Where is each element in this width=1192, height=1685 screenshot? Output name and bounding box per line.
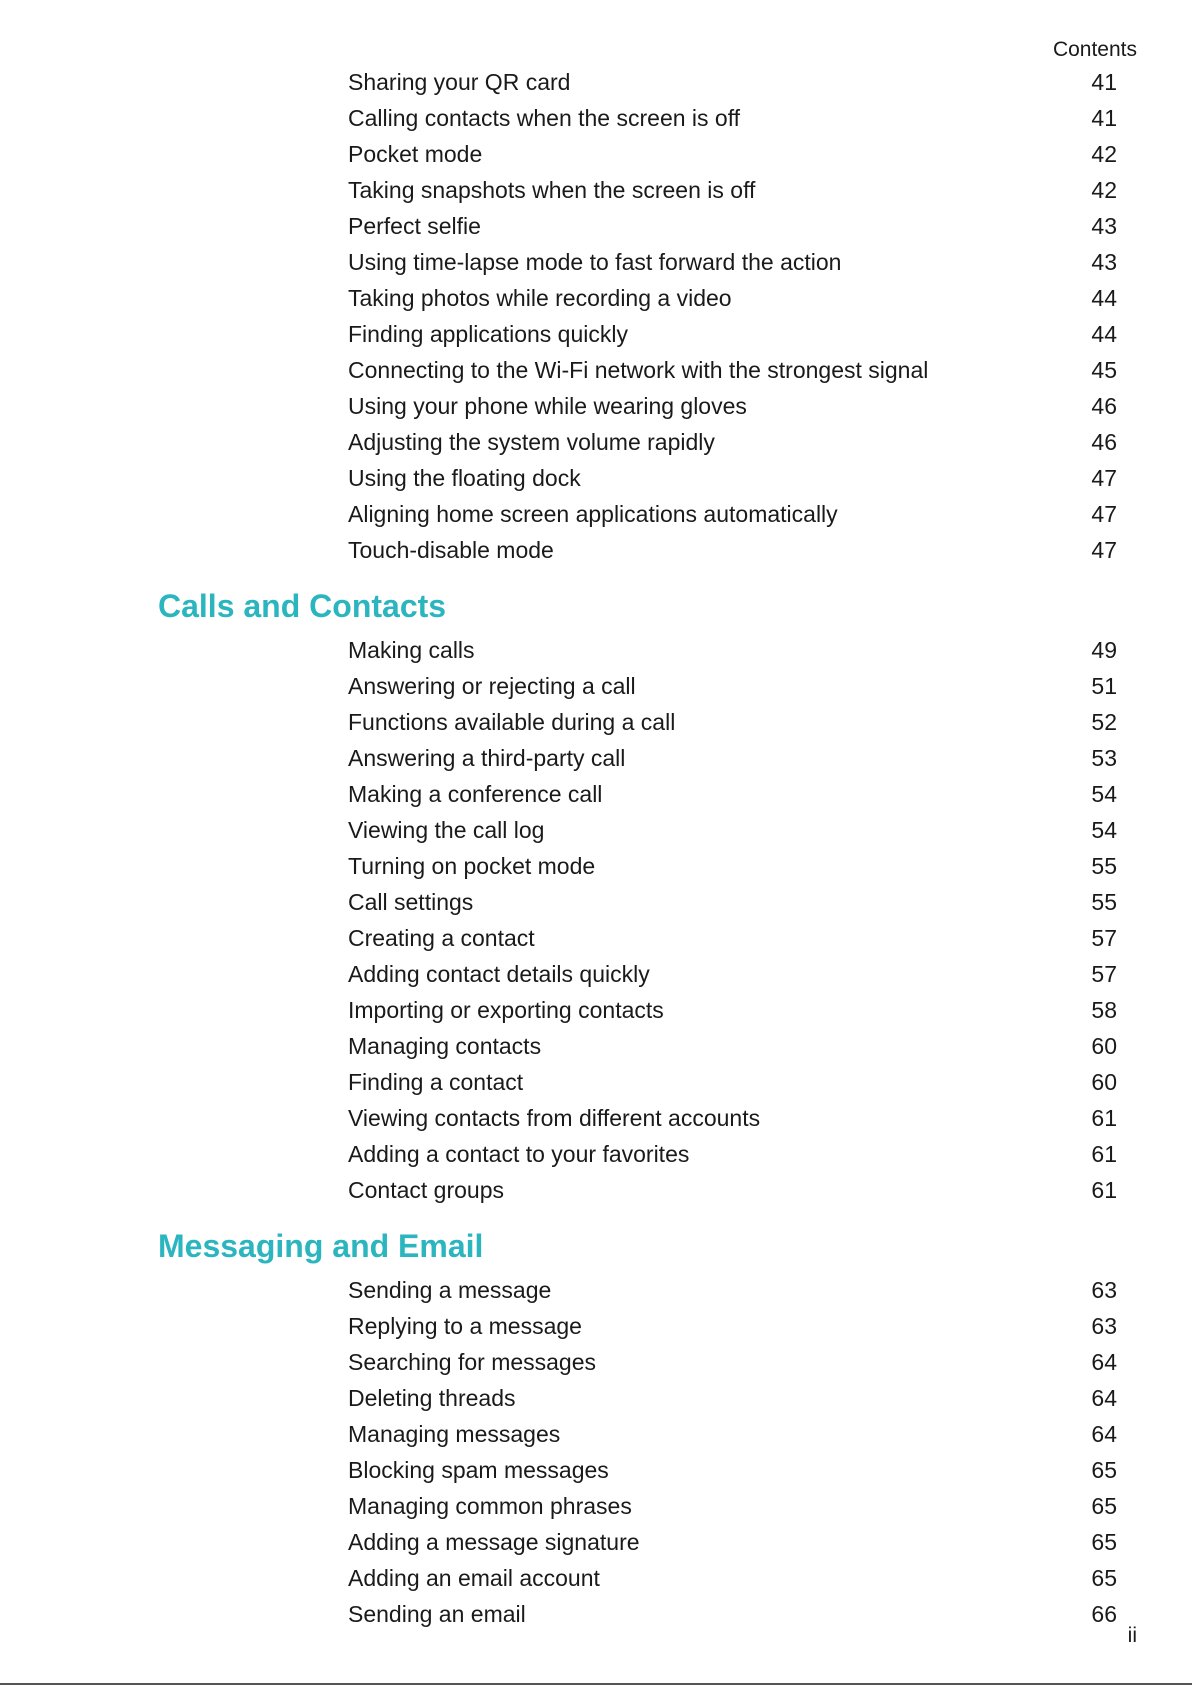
toc-entry-page-number: 47 xyxy=(1091,501,1117,527)
toc-entry[interactable] xyxy=(0,1380,1192,1416)
toc-entry[interactable] xyxy=(0,532,1192,568)
toc-entry-page-number: 51 xyxy=(1091,673,1117,699)
toc-entry[interactable] xyxy=(0,1452,1192,1488)
toc-entry[interactable] xyxy=(0,172,1192,208)
toc-entry[interactable] xyxy=(0,1416,1192,1452)
toc-entry[interactable] xyxy=(0,1028,1192,1064)
toc-entry[interactable] xyxy=(0,280,1192,316)
toc-entry-title: Aligning home screen applications automatically xyxy=(348,501,838,527)
toc-entry-title: Taking snapshots when the screen is off xyxy=(348,177,756,203)
toc-entry-page-number: 64 xyxy=(1091,1349,1117,1375)
toc-entry[interactable] xyxy=(0,1596,1192,1632)
toc-entry-title: Functions available during a call xyxy=(348,709,676,735)
toc-entry[interactable] xyxy=(0,956,1192,992)
toc-entry-page-number: 53 xyxy=(1091,745,1117,771)
toc-entry-page-number: 55 xyxy=(1091,853,1117,879)
toc-entry-page-number: 60 xyxy=(1091,1033,1117,1059)
toc-entry-title: Sending an email xyxy=(348,1601,526,1627)
toc-entry-title: Call settings xyxy=(348,889,474,915)
chapter-heading[interactable]: Messaging and Email xyxy=(158,1228,484,1264)
toc-entry[interactable] xyxy=(0,632,1192,668)
toc-entry-title: Adjusting the system volume rapidly xyxy=(348,429,715,455)
toc-entry[interactable] xyxy=(0,100,1192,136)
toc-entry-page-number: 65 xyxy=(1091,1493,1117,1519)
toc-entry-title: Deleting threads xyxy=(348,1385,516,1411)
toc-entry-page-number: 44 xyxy=(1091,321,1117,347)
toc-entry-page-number: 46 xyxy=(1091,429,1117,455)
toc-entry-title: Managing contacts xyxy=(348,1033,542,1059)
running-header: Contents xyxy=(1052,38,1137,61)
toc-entry[interactable] xyxy=(0,920,1192,956)
toc-entry-title: Turning on pocket mode xyxy=(348,853,596,879)
toc-entry-page-number: 55 xyxy=(1091,889,1117,915)
toc-entry[interactable] xyxy=(0,496,1192,532)
toc-entry[interactable] xyxy=(0,668,1192,704)
toc-entry-page-number: 49 xyxy=(1091,637,1117,663)
toc-entry-page-number: 43 xyxy=(1091,249,1117,275)
toc-entry-title: Using time-lapse mode to fast forward the action xyxy=(348,249,842,275)
toc-entry-page-number: 58 xyxy=(1091,997,1117,1023)
toc-entry[interactable] xyxy=(0,776,1192,812)
toc-entry-page-number: 61 xyxy=(1091,1141,1117,1167)
toc-entry-page-number: 65 xyxy=(1091,1457,1117,1483)
toc-entry[interactable] xyxy=(0,316,1192,352)
toc-entry-page-number: 46 xyxy=(1091,393,1117,419)
toc-entry-page-number: 57 xyxy=(1091,961,1117,987)
toc-entry-title: Managing messages xyxy=(348,1421,561,1447)
toc-entry[interactable] xyxy=(0,388,1192,424)
toc-entry[interactable] xyxy=(0,1100,1192,1136)
toc-entry-page-number: 61 xyxy=(1091,1177,1117,1203)
toc-entry[interactable] xyxy=(0,460,1192,496)
toc-entry-title: Pocket mode xyxy=(348,141,483,167)
toc-entry-title: Connecting to the Wi-Fi network with the strongest signal xyxy=(348,357,929,383)
toc-entry[interactable] xyxy=(0,812,1192,848)
toc-entry[interactable] xyxy=(0,848,1192,884)
toc-entry-title: Managing common phrases xyxy=(348,1493,632,1519)
toc-entry-title: Adding an email account xyxy=(348,1565,600,1591)
toc-entry-page-number: 47 xyxy=(1091,537,1117,563)
toc-entry-page-number: 64 xyxy=(1091,1421,1117,1447)
toc-entry-title: Sending a message xyxy=(348,1277,552,1303)
toc-entry-page-number: 52 xyxy=(1091,709,1117,735)
toc-entry[interactable] xyxy=(0,136,1192,172)
toc-entry[interactable] xyxy=(0,992,1192,1028)
toc-entry-title: Adding contact details quickly xyxy=(348,961,650,987)
toc-entry-title: Creating a contact xyxy=(348,925,535,951)
toc-entry[interactable] xyxy=(0,884,1192,920)
toc-entry[interactable] xyxy=(0,64,1192,100)
toc-entry[interactable] xyxy=(0,1344,1192,1380)
toc-entry-title: Making a conference call xyxy=(348,781,603,807)
toc-entry-page-number: 63 xyxy=(1091,1313,1117,1339)
toc-entry-page-number: 43 xyxy=(1091,213,1117,239)
toc-entry-page-number: 54 xyxy=(1091,781,1117,807)
toc-entry[interactable] xyxy=(0,424,1192,460)
toc-entry-title: Searching for messages xyxy=(348,1349,597,1375)
toc-entry-title: Finding a contact xyxy=(348,1069,524,1095)
toc-entry[interactable] xyxy=(0,704,1192,740)
toc-entry-title: Perfect selfie xyxy=(348,213,481,239)
toc-entry-title: Replying to a message xyxy=(348,1313,582,1339)
toc-entry-title: Viewing the call log xyxy=(348,817,545,843)
toc-entry-title: Blocking spam messages xyxy=(348,1457,609,1483)
toc-entry[interactable] xyxy=(0,740,1192,776)
toc-entry[interactable] xyxy=(0,1488,1192,1524)
toc-entry-title: Taking photos while recording a video xyxy=(348,285,732,311)
toc-entry-title: Contact groups xyxy=(348,1177,504,1203)
toc-entry-page-number: 54 xyxy=(1091,817,1117,843)
page-number: ii xyxy=(1127,1624,1137,1647)
toc-entry[interactable] xyxy=(0,1524,1192,1560)
toc-entry-page-number: 41 xyxy=(1091,105,1117,131)
chapter-heading[interactable]: Calls and Contacts xyxy=(158,588,447,624)
toc-entry-title: Finding applications quickly xyxy=(348,321,628,347)
toc-entry-page-number: 57 xyxy=(1091,925,1117,951)
toc-entry-title: Importing or exporting contacts xyxy=(348,997,664,1023)
toc-entry[interactable] xyxy=(0,1308,1192,1344)
toc-entry-page-number: 63 xyxy=(1091,1277,1117,1303)
toc-entry-title: Calling contacts when the screen is off xyxy=(348,105,741,131)
toc-entry-page-number: 61 xyxy=(1091,1105,1117,1131)
toc-entry-title: Adding a message signature xyxy=(348,1529,640,1555)
toc-entry-title: Sharing your QR card xyxy=(348,69,571,95)
toc-entry-page-number: 65 xyxy=(1091,1529,1117,1555)
toc-entry[interactable] xyxy=(0,1136,1192,1172)
toc-entry-title: Answering a third-party call xyxy=(348,745,626,771)
toc-entry-page-number: 66 xyxy=(1091,1601,1117,1627)
toc-entry[interactable] xyxy=(0,1560,1192,1596)
toc-entry[interactable] xyxy=(0,244,1192,280)
toc-entry-page-number: 64 xyxy=(1091,1385,1117,1411)
toc-entry-page-number: 45 xyxy=(1091,357,1117,383)
toc-entry-page-number: 42 xyxy=(1091,141,1117,167)
toc-entry-title: Making calls xyxy=(348,637,475,663)
toc-entry-title: Answering or rejecting a call xyxy=(348,673,636,699)
toc-entry-title: Using your phone while wearing gloves xyxy=(348,393,747,419)
table-of-contents xyxy=(0,64,1192,1632)
toc-entry-page-number: 47 xyxy=(1091,465,1117,491)
toc-entry-page-number: 65 xyxy=(1091,1565,1117,1591)
toc-entry[interactable] xyxy=(0,1064,1192,1100)
toc-entry-title: Viewing contacts from different accounts xyxy=(348,1105,761,1131)
toc-entry[interactable] xyxy=(0,1172,1192,1208)
toc-entry[interactable] xyxy=(0,208,1192,244)
toc-entry-title: Touch-disable mode xyxy=(348,537,554,563)
toc-entry-title: Adding a contact to your favorites xyxy=(348,1141,690,1167)
toc-entry-page-number: 42 xyxy=(1091,177,1117,203)
toc-entry-title: Using the floating dock xyxy=(348,465,581,491)
toc-entry[interactable] xyxy=(0,1272,1192,1308)
toc-entry[interactable] xyxy=(0,352,1192,388)
toc-entry-page-number: 41 xyxy=(1091,69,1117,95)
toc-entry-page-number: 44 xyxy=(1091,285,1117,311)
toc-entry-page-number: 60 xyxy=(1091,1069,1117,1095)
